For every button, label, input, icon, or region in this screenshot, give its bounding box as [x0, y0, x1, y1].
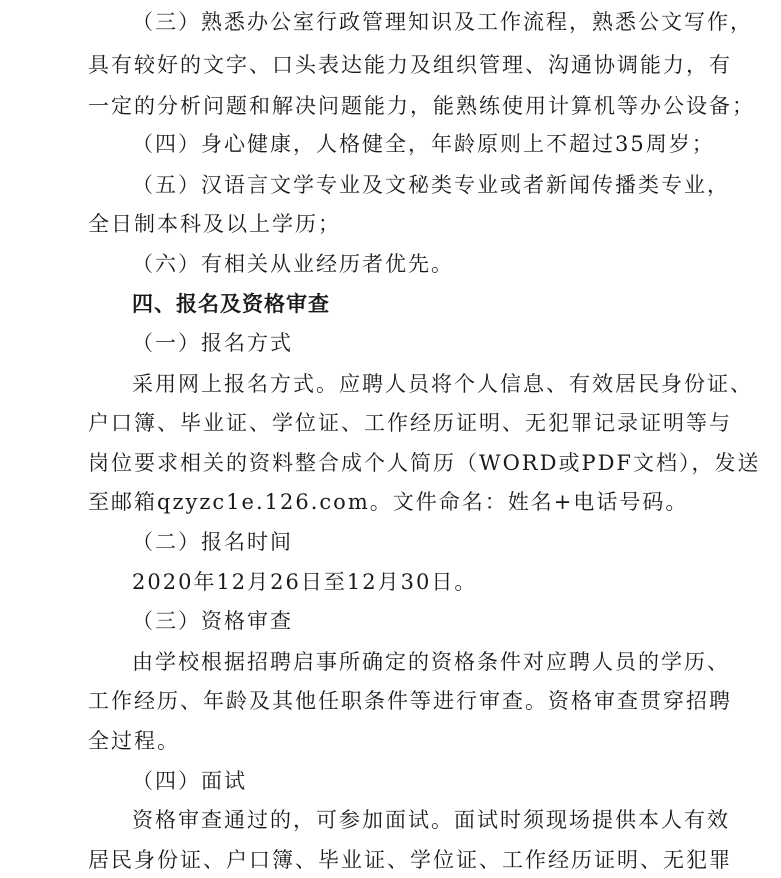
- paragraph-line: （四）身心健康，人格健全，年龄原则上不超过35周岁；: [132, 132, 715, 156]
- paragraph-line: 一定的分析问题和解决问题能力，能熟练使用计算机等办公设备；: [88, 94, 755, 118]
- subsection-heading: （一）报名方式: [132, 331, 293, 355]
- paragraph-line: 具有较好的文字、口头表达能力及组织管理、沟通协调能力，有: [88, 53, 732, 77]
- paragraph-line: （五）汉语言文学专业及文秘类专业或者新闻传播类专业，: [132, 173, 730, 197]
- paragraph-line: 居民身份证、户口簿、毕业证、学位证、工作经历证明、无犯罪: [88, 848, 732, 872]
- subsection-heading: （四）面试: [132, 769, 247, 793]
- paragraph-line: 全过程。: [88, 729, 180, 753]
- paragraph-line: 至邮箱qzyzc1e.126.com。文件命名：姓名+电话号码。: [88, 490, 689, 514]
- paragraph-line: （三）熟悉办公室行政管理知识及工作流程，熟悉公文写作，: [132, 10, 753, 34]
- subsection-heading: （二）报名时间: [132, 530, 293, 554]
- paragraph-line: 2020年12月26日至12月30日。: [132, 570, 478, 594]
- paragraph-line: 户口簿、毕业证、学位证、工作经历证明、无犯罪记录证明等与: [88, 411, 732, 435]
- section-heading: 四、报名及资格审查: [132, 292, 330, 316]
- paragraph-line: 采用网上报名方式。应聘人员将个人信息、有效居民身份证、: [132, 372, 753, 396]
- paragraph-line: 资格审查通过的，可参加面试。面试时须现场提供本人有效: [132, 808, 730, 832]
- paragraph-line: 由学校根据招聘启事所确定的资格条件对应聘人员的学历、: [132, 650, 730, 674]
- paragraph-line: 工作经历、年龄及其他任职条件等进行审查。资格审查贯穿招聘: [88, 689, 732, 713]
- paragraph-line: 岗位要求相关的资料整合成个人简历（WORD或PDF文档），发送: [88, 451, 761, 475]
- paragraph-line: 全日制本科及以上学历；: [88, 212, 341, 236]
- subsection-heading: （三）资格审查: [132, 609, 293, 633]
- paragraph-line: （六）有相关从业经历者优先。: [132, 252, 454, 276]
